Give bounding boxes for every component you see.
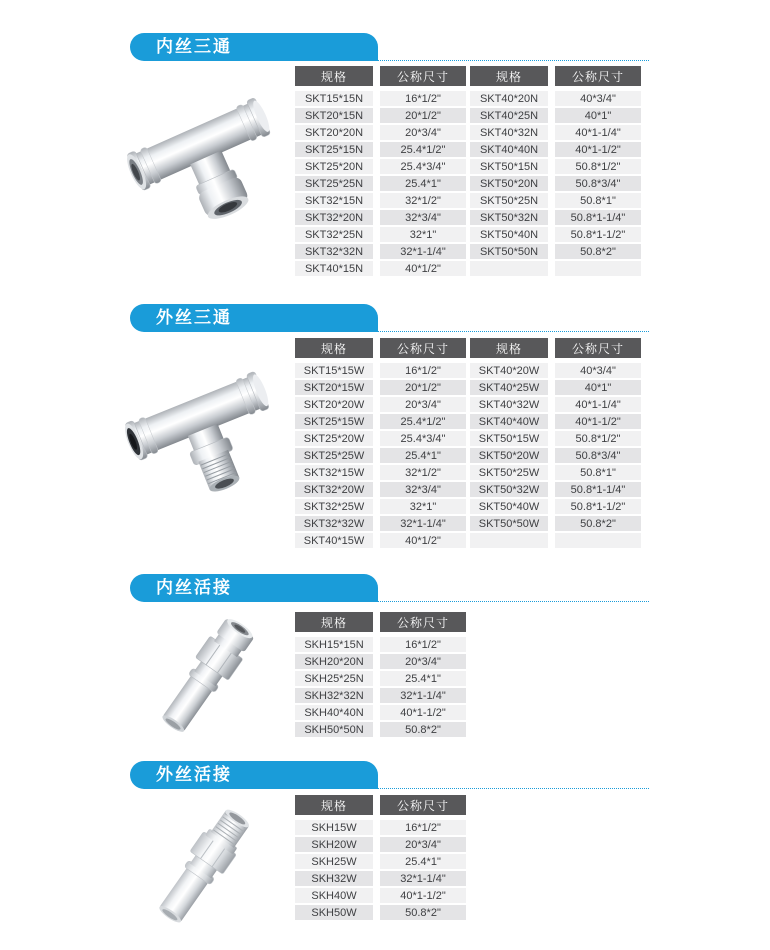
- section-title: 外丝活接: [156, 765, 232, 784]
- size-cell: 40*1": [555, 380, 641, 395]
- section-title: 外丝三通: [156, 308, 232, 327]
- spec-table: [295, 612, 466, 737]
- spec-cell: SKH32*32N: [295, 688, 373, 703]
- spec-cell: SKT25*20W: [295, 431, 373, 446]
- section-banner-female-tee: [130, 33, 378, 61]
- spec-cell: [470, 261, 548, 276]
- spec-cell: SKT15*15N: [295, 91, 373, 106]
- spec-cell: SKT25*25N: [295, 176, 373, 191]
- dotted-rule: [377, 60, 649, 61]
- spec-cell: SKT32*32W: [295, 516, 373, 531]
- spec-cell: SKT25*15N: [295, 142, 373, 157]
- dotted-rule: [377, 788, 649, 789]
- size-cell: 40*3/4": [555, 91, 641, 106]
- spec-cell: SKT50*40W: [470, 499, 548, 514]
- dotted-rule: [377, 331, 649, 332]
- size-cell: 32*1-1/4": [380, 871, 466, 886]
- size-cell: [555, 261, 641, 276]
- size-cell: 20*3/4": [380, 654, 466, 669]
- size-cell: 16*1/2": [380, 91, 466, 106]
- spec-cell: [470, 533, 548, 548]
- size-cell: 20*3/4": [380, 125, 466, 140]
- size-cell: 50.8*1-1/2": [555, 227, 641, 242]
- spec-cell: SKT50*15N: [470, 159, 548, 174]
- section-title: 内丝活接: [156, 578, 232, 597]
- spec-table: [295, 66, 466, 276]
- size-cell: 25.4*1": [380, 671, 466, 686]
- size-cell: 25.4*3/4": [380, 159, 466, 174]
- column-header-spec: 规格: [295, 795, 373, 815]
- spec-cell: SKT50*25W: [470, 465, 548, 480]
- spec-cell: SKT20*15W: [295, 380, 373, 395]
- column-header-size: 公称尺寸: [555, 338, 641, 358]
- column-header-size: 公称尺寸: [380, 338, 466, 358]
- spec-cell: SKT40*40N: [470, 142, 548, 157]
- column-header-spec: 规格: [470, 338, 548, 358]
- size-cell: 25.4*1/2": [380, 414, 466, 429]
- male-threaded-union-photo: [134, 795, 274, 937]
- spec-cell: SKT40*25W: [470, 380, 548, 395]
- spec-cell: SKT32*15W: [295, 465, 373, 480]
- spec-cell: SKT50*50N: [470, 244, 548, 259]
- size-cell: 16*1/2": [380, 637, 466, 652]
- spec-cell: SKT20*20N: [295, 125, 373, 140]
- spec-cell: SKT50*20N: [470, 176, 548, 191]
- section-banner-male-union: [130, 761, 378, 789]
- spec-cell: SKH50*50N: [295, 722, 373, 737]
- spec-cell: SKT50*32N: [470, 210, 548, 225]
- column-header-spec: 规格: [470, 66, 548, 86]
- spec-cell: SKT40*25N: [470, 108, 548, 123]
- spec-cell: SKH20W: [295, 837, 373, 852]
- spec-cell: SKT25*25W: [295, 448, 373, 463]
- size-cell: 50.8*1-1/4": [555, 482, 641, 497]
- spec-cell: SKH50W: [295, 905, 373, 920]
- column-header-size: 公称尺寸: [555, 66, 641, 86]
- spec-cell: SKT32*20N: [295, 210, 373, 225]
- size-cell: 16*1/2": [380, 363, 466, 378]
- size-cell: 40*1": [555, 108, 641, 123]
- column-header-size: 公称尺寸: [380, 66, 466, 86]
- size-cell: 32*1": [380, 227, 466, 242]
- spec-table: [470, 338, 641, 548]
- size-cell: 32*3/4": [380, 482, 466, 497]
- spec-cell: SKH40W: [295, 888, 373, 903]
- size-cell: 40*1-1/2": [380, 888, 466, 903]
- size-cell: 32*1/2": [380, 193, 466, 208]
- size-cell: 40*1-1/2": [555, 414, 641, 429]
- spec-cell: SKT50*20W: [470, 448, 548, 463]
- size-cell: 32*1-1/4": [380, 244, 466, 259]
- size-cell: 32*1-1/4": [380, 688, 466, 703]
- size-cell: 40*3/4": [555, 363, 641, 378]
- size-cell: 50.8*1/2": [555, 431, 641, 446]
- female-threaded-tee-photo: [120, 82, 288, 230]
- size-cell: 40*1-1/2": [555, 142, 641, 157]
- section-banner-female-union: [130, 574, 378, 602]
- size-cell: 20*3/4": [380, 397, 466, 412]
- spec-cell: SKT50*15W: [470, 431, 548, 446]
- column-header-size: 公称尺寸: [380, 612, 466, 632]
- size-cell: 32*3/4": [380, 210, 466, 225]
- size-cell: 25.4*1": [380, 448, 466, 463]
- spec-cell: SKT40*15W: [295, 533, 373, 548]
- size-cell: 40*1-1/4": [555, 397, 641, 412]
- size-cell: 50.8*1": [555, 465, 641, 480]
- size-cell: 25.4*3/4": [380, 431, 466, 446]
- size-cell: 50.8*2": [380, 905, 466, 920]
- spec-cell: SKT40*32W: [470, 397, 548, 412]
- size-cell: 40*1/2": [380, 533, 466, 548]
- female-threaded-union-photo: [136, 610, 276, 745]
- size-cell: 50.8*1-1/4": [555, 210, 641, 225]
- spec-cell: SKT32*20W: [295, 482, 373, 497]
- spec-cell: SKH40*40N: [295, 705, 373, 720]
- spec-cell: SKH15W: [295, 820, 373, 835]
- spec-cell: SKT32*25W: [295, 499, 373, 514]
- spec-cell: SKT40*15N: [295, 261, 373, 276]
- spec-cell: SKT50*50W: [470, 516, 548, 531]
- size-cell: 20*1/2": [380, 380, 466, 395]
- spec-cell: SKT32*15N: [295, 193, 373, 208]
- spec-cell: SKT40*32N: [470, 125, 548, 140]
- column-header-spec: 规格: [295, 66, 373, 86]
- spec-cell: SKT40*20N: [470, 91, 548, 106]
- size-cell: 25.4*1/2": [380, 142, 466, 157]
- spec-table: [470, 66, 641, 276]
- size-cell: 32*1/2": [380, 465, 466, 480]
- size-cell: 25.4*1": [380, 176, 466, 191]
- spec-cell: SKT32*25N: [295, 227, 373, 242]
- spec-table: [295, 795, 466, 920]
- size-cell: 40*1/2": [380, 261, 466, 276]
- spec-cell: SKT40*40W: [470, 414, 548, 429]
- size-cell: 40*1-1/2": [380, 705, 466, 720]
- size-cell: 50.8*1": [555, 193, 641, 208]
- size-cell: 25.4*1": [380, 854, 466, 869]
- spec-cell: SKT50*25N: [470, 193, 548, 208]
- size-cell: 50.8*3/4": [555, 448, 641, 463]
- spec-cell: SKH20*20N: [295, 654, 373, 669]
- size-cell: 50.8*2": [380, 722, 466, 737]
- size-cell: 50.8*2": [555, 516, 641, 531]
- size-cell: 40*1-1/4": [555, 125, 641, 140]
- size-cell: 20*1/2": [380, 108, 466, 123]
- size-cell: 32*1": [380, 499, 466, 514]
- spec-cell: SKT50*40N: [470, 227, 548, 242]
- spec-cell: SKH25W: [295, 854, 373, 869]
- size-cell: 50.8*2": [555, 244, 641, 259]
- column-header-spec: 规格: [295, 612, 373, 632]
- size-cell: 50.8*1-1/2": [555, 499, 641, 514]
- column-header-size: 公称尺寸: [380, 795, 466, 815]
- size-cell: 20*3/4": [380, 837, 466, 852]
- size-cell: 50.8*3/4": [555, 176, 641, 191]
- section-title: 内丝三通: [156, 37, 232, 56]
- spec-cell: SKH32W: [295, 871, 373, 886]
- section-banner-male-tee: [130, 304, 378, 332]
- size-cell: 16*1/2": [380, 820, 466, 835]
- spec-cell: SKT25*15W: [295, 414, 373, 429]
- size-cell: 32*1-1/4": [380, 516, 466, 531]
- spec-table: [295, 338, 466, 548]
- spec-cell: SKT32*32N: [295, 244, 373, 259]
- size-cell: 50.8*1/2": [555, 159, 641, 174]
- spec-cell: SKH25*25N: [295, 671, 373, 686]
- spec-cell: SKT25*20N: [295, 159, 373, 174]
- spec-cell: SKT20*15N: [295, 108, 373, 123]
- spec-cell: SKT40*20W: [470, 363, 548, 378]
- spec-cell: SKT15*15W: [295, 363, 373, 378]
- size-cell: [555, 533, 641, 548]
- male-threaded-tee-photo: [116, 358, 288, 508]
- spec-cell: SKH15*15N: [295, 637, 373, 652]
- dotted-rule: [377, 601, 649, 602]
- spec-cell: SKT20*20W: [295, 397, 373, 412]
- spec-cell: SKT50*32W: [470, 482, 548, 497]
- column-header-spec: 规格: [295, 338, 373, 358]
